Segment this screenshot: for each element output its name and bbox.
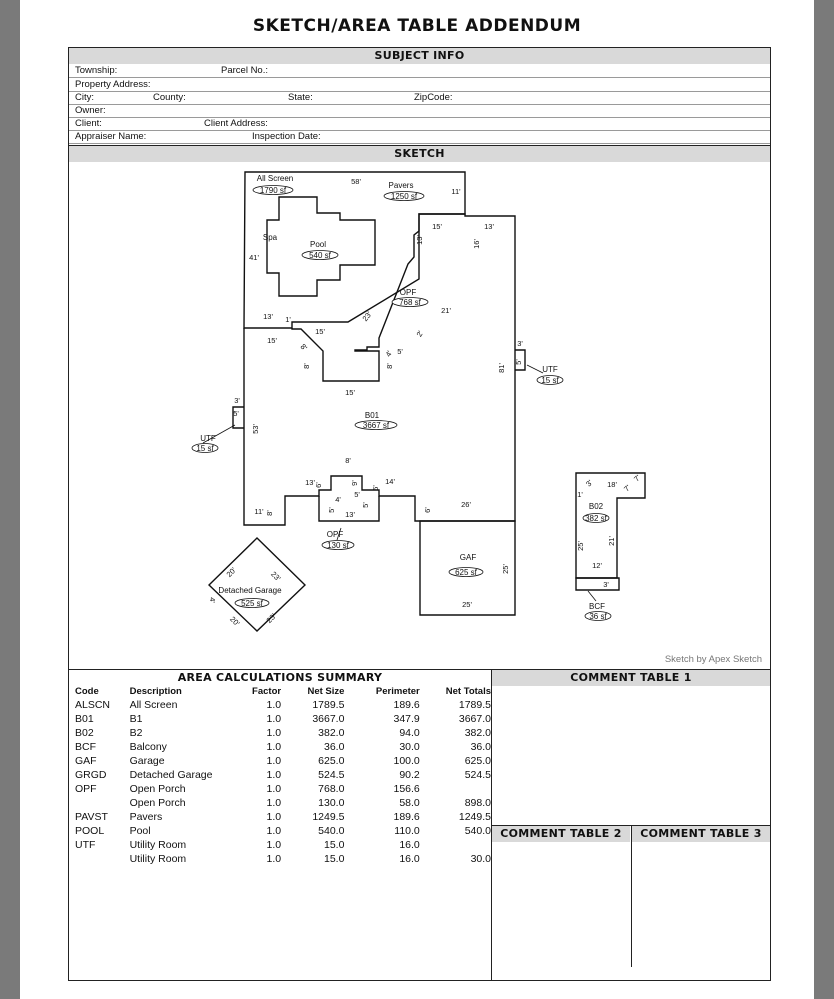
dim-label: 8'	[298, 342, 309, 353]
area-calc-cell: 1.0	[266, 825, 282, 837]
area-calc-cell: 1.0	[266, 727, 282, 739]
state-label: State:	[288, 92, 313, 103]
pool-sf: 540 sf	[309, 251, 331, 260]
dim-label: 5'	[233, 409, 239, 418]
city-label: City:	[75, 92, 94, 103]
dim-label: 16'	[472, 239, 481, 249]
area-calc-cell: 3667.0	[458, 713, 491, 725]
comment-table-3-heading: COMMENT TABLE 3	[632, 826, 770, 842]
detached-garage-outline	[209, 538, 305, 631]
dim-label: 11'	[254, 507, 264, 516]
dim-label: 8'	[345, 456, 351, 465]
comment-table-2-heading: COMMENT TABLE 2	[492, 826, 630, 842]
floor-plan-sketch	[69, 160, 770, 668]
dim-label: 41'	[249, 253, 259, 262]
area-calc-cell	[420, 782, 491, 796]
dim-label: 4'	[383, 349, 395, 359]
area-calc-row	[69, 824, 491, 838]
area-calc-cell: 15.0	[324, 853, 345, 865]
garage-sf: 525 sf	[241, 599, 263, 608]
dim-label: 23'	[360, 309, 374, 324]
area-calc-cell: Pavers	[129, 811, 163, 823]
b02-sf: 382 sf	[585, 514, 607, 523]
area-calc-cell: 1.0	[266, 811, 282, 823]
area-calc-cell: B1	[129, 713, 143, 725]
b01-label: B01	[364, 411, 380, 420]
subject-row-2	[69, 78, 770, 92]
area-calc-row	[69, 754, 491, 768]
appraiser-name-label: Appraiser Name:	[75, 131, 147, 142]
dim-label: 21'	[607, 536, 616, 546]
subject-row-6	[69, 130, 770, 144]
area-calc-cell: 36.0	[470, 741, 491, 753]
dim-label: 7'	[622, 483, 633, 494]
area-calc-cell: B01	[75, 713, 94, 725]
area-calc-row	[69, 838, 491, 852]
dim-label: 14'	[385, 477, 395, 486]
bcf-outline	[576, 578, 619, 590]
area-calc-cell: POOL	[75, 825, 105, 837]
header-net-totals: Net Totals	[445, 686, 491, 697]
area-calc-cell: 1789.5	[458, 699, 491, 711]
header-code: Code	[75, 686, 99, 697]
dim-label: 7'	[632, 473, 643, 484]
dim-label: 5'	[327, 507, 336, 513]
area-calc-cell: Open Porch	[129, 783, 186, 795]
area-calc-cell	[69, 796, 130, 810]
dim-label: 12'	[592, 561, 602, 570]
area-calc-cell: 1.0	[266, 741, 282, 753]
inspection-date-label: Inspection Date:	[252, 131, 321, 142]
dim-label: 15'	[345, 388, 355, 397]
header-perimeter: Perimeter	[375, 686, 420, 697]
dim-label: 8'	[265, 510, 274, 516]
owner-label: Owner:	[75, 105, 106, 116]
pavers-label: Pavers	[388, 181, 414, 190]
dim-label: 3'	[584, 478, 595, 489]
area-calc-row	[69, 796, 491, 810]
area-calc-row	[69, 698, 491, 712]
area-calc-cell: ALSCN	[75, 699, 111, 711]
area-calc-cell: 189.6	[393, 811, 420, 823]
addendum-page	[20, 0, 814, 999]
area-calc-row	[69, 740, 491, 754]
b02-label: B02	[588, 502, 604, 511]
property-address-label: Property Address:	[75, 79, 151, 90]
area-calc-cell: 382.0	[464, 727, 491, 739]
zipcode-label: ZipCode:	[414, 92, 453, 103]
area-calc-cell: 16.0	[399, 853, 420, 865]
dim-label: 20'	[228, 614, 242, 628]
dim-label: 5'	[354, 490, 360, 499]
area-calc-cell: 768.0	[318, 783, 345, 795]
subject-row-4	[69, 104, 770, 118]
subject-row-3	[69, 91, 770, 105]
gaf-sf: 625 sf	[455, 568, 477, 577]
dim-label: 13'	[345, 510, 355, 519]
area-calc-cell: 130.0	[318, 797, 345, 809]
area-calc-cell: 625.0	[318, 755, 345, 767]
dim-label: 5'	[361, 502, 370, 508]
area-calc-cell: 1.0	[266, 713, 282, 725]
all-screen-outline	[244, 172, 465, 328]
area-calc-header-row	[69, 685, 491, 698]
area-calc-cell: 1.0	[266, 755, 282, 767]
area-calc-cell: All Screen	[129, 699, 178, 711]
area-calc-cell: 382.0	[318, 727, 345, 739]
area-calc-cell: B2	[129, 727, 143, 739]
dim-label: 53'	[251, 424, 260, 434]
area-calc-row	[69, 726, 491, 740]
all-screen-label: All Screen	[256, 174, 294, 183]
sketch-heading: SKETCH	[69, 145, 770, 162]
area-calc-cell: Pool	[129, 825, 151, 837]
page-title: SKETCH/AREA TABLE ADDENDUM	[252, 16, 582, 36]
area-calc-cell: Detached Garage	[129, 769, 213, 781]
area-calc-cell: B02	[75, 727, 94, 739]
dim-label: 13'	[415, 235, 424, 245]
dim-label: 15'	[267, 336, 277, 345]
area-calc-cell: 1.0	[266, 783, 282, 795]
area-calc-cell: UTF	[75, 839, 96, 851]
utf2-sf: 15 sf	[541, 376, 559, 385]
dim-label: 13'	[484, 222, 494, 231]
area-calc-row	[69, 782, 491, 796]
area-calc-cell: 1.0	[266, 839, 282, 851]
subject-row-5	[69, 117, 770, 131]
dim-label: 1'	[285, 315, 291, 324]
area-calc-cell: 1.0	[266, 853, 282, 865]
dim-label: 58'	[351, 177, 361, 186]
dim-label: 3'	[517, 339, 523, 348]
area-calc-cell: 1789.5	[312, 699, 345, 711]
dim-label: 1'	[577, 490, 583, 499]
area-calc-cell: 1.0	[266, 699, 282, 711]
area-calc-cell: 540.0	[464, 825, 491, 837]
township-label: Township:	[75, 65, 118, 76]
client-address-label: Client Address:	[204, 118, 268, 129]
area-calc-cell: OPF	[75, 783, 97, 795]
opf2-label: OPF	[326, 530, 344, 539]
area-calc-cell: Open Porch	[129, 797, 186, 809]
dim-label: 18'	[607, 480, 617, 489]
dim-label: 21'	[441, 306, 451, 315]
dim-label: 25'	[462, 600, 472, 609]
area-calc-cell: 540.0	[318, 825, 345, 837]
dim-label: 23'	[264, 611, 278, 625]
area-calc-cell	[420, 838, 491, 852]
dim-label: 11'	[451, 187, 461, 196]
dim-label: 23'	[269, 569, 283, 583]
area-calc-cell: 30.0	[470, 853, 491, 865]
client-label: Client:	[75, 118, 102, 129]
area-calc-cell: GAF	[75, 755, 97, 767]
header-net-size: Net Size	[307, 686, 345, 697]
utf2-label: UTF	[542, 365, 558, 374]
utf1-label: UTF	[200, 434, 216, 443]
area-calc-cell	[69, 852, 130, 866]
area-calc-cell: 189.6	[393, 699, 420, 711]
dim-label: 6'	[371, 485, 380, 491]
header-description: Description	[129, 686, 182, 697]
dim-label: 3'	[234, 396, 240, 405]
dim-label: 25'	[576, 541, 585, 551]
area-calc-cell: 1249.5	[458, 811, 491, 823]
area-calc-cell: PAVST	[75, 811, 108, 823]
pool-label: Pool	[309, 240, 327, 249]
area-calc-cell: 156.6	[393, 783, 420, 795]
area-calc-cell: 94.0	[399, 727, 420, 739]
area-calc-cell: 524.5	[464, 769, 491, 781]
spa-label: Spa	[262, 233, 278, 242]
area-calc-cell: Utility Room	[129, 853, 187, 865]
area-calc-cell: 3667.0	[312, 713, 345, 725]
all-screen-sf: 1790 sf	[259, 186, 287, 195]
parcel-no-label: Parcel No.:	[221, 65, 268, 76]
bcf-label: BCF	[589, 602, 605, 611]
comment-table-1-heading: COMMENT TABLE 1	[492, 670, 770, 686]
dim-label: 6'	[423, 507, 432, 513]
opf2-sf: 130 sf	[327, 541, 349, 550]
dim-label: 5'	[514, 359, 523, 365]
dim-label: 81'	[497, 363, 506, 373]
county-label: County:	[153, 92, 186, 103]
area-calc-cell: 347.9	[393, 713, 420, 725]
header-factor: Factor	[252, 686, 282, 697]
area-calc-cell: 110.0	[394, 825, 420, 837]
subject-row-1	[69, 64, 770, 78]
area-calc-cell: Balcony	[129, 741, 167, 753]
pavers-sf: 1250 sf	[390, 192, 418, 201]
addendum-frame	[68, 47, 771, 981]
area-calc-heading: AREA CALCULATIONS SUMMARY	[69, 670, 491, 685]
area-calc-cell: 30.0	[399, 741, 420, 753]
area-calc-cell: 1249.5	[312, 811, 345, 823]
opf1-label: OPF	[399, 288, 417, 297]
dim-label: 5'	[397, 347, 403, 356]
dim-label: 8'	[385, 363, 394, 369]
area-calc-cell: Utility Room	[129, 839, 187, 851]
b01-outline	[244, 214, 515, 525]
area-calc-cell: 36.0	[324, 741, 345, 753]
dim-label: 20'	[224, 565, 238, 579]
area-calc-row	[69, 768, 491, 782]
sketch-credit: Sketch by Apex Sketch	[664, 654, 762, 665]
area-calc-row	[69, 852, 491, 866]
area-calc-cell: 898.0	[464, 797, 491, 809]
area-calc-cell: 15.0	[324, 839, 345, 851]
dim-label: 2'	[414, 329, 426, 339]
subject-info-heading: SUBJECT INFO	[69, 48, 770, 64]
area-calc-cell: 58.0	[399, 797, 420, 809]
area-calc-cell: 1.0	[266, 797, 282, 809]
dim-label: 13'	[263, 312, 273, 321]
dim-label: 9'	[350, 480, 359, 486]
dim-label: 6'	[314, 482, 323, 488]
dim-label: 26'	[461, 500, 471, 509]
gaf-label: GAF	[459, 553, 477, 562]
area-calc-cell: Garage	[129, 755, 165, 767]
utf1-sf: 15 sf	[196, 444, 214, 453]
dim-label: 3'	[603, 580, 609, 589]
dim-label: 15'	[432, 222, 442, 231]
area-calc-cell: 90.2	[399, 769, 420, 781]
area-calc-cell: 100.0	[393, 755, 420, 767]
area-calc-row	[69, 810, 491, 824]
area-calc-cell: BCF	[75, 741, 96, 753]
area-calc-cell: GRGD	[75, 769, 107, 781]
dim-label: 13'	[305, 478, 315, 487]
area-calc-cell: 1.0	[266, 769, 282, 781]
area-calc-row	[69, 712, 491, 726]
garage-label: Detached Garage	[218, 586, 282, 595]
b01-sf: 3667 sf	[362, 421, 390, 430]
area-calc-cell: 16.0	[399, 839, 420, 851]
dim-label: 4'	[335, 495, 341, 504]
dim-label: 8'	[302, 363, 311, 369]
dim-label: 25'	[501, 564, 510, 574]
area-calc-cell: 625.0	[464, 755, 491, 767]
opf1-sf: 768 sf	[399, 298, 421, 307]
bcf-sf: 36 sf	[589, 612, 607, 621]
dim-label: 15'	[315, 327, 325, 336]
comment-divider-middle	[631, 826, 632, 967]
area-calc-cell: 524.5	[318, 769, 345, 781]
dim-label: 4'	[208, 597, 217, 603]
area-calc-table	[69, 685, 491, 866]
